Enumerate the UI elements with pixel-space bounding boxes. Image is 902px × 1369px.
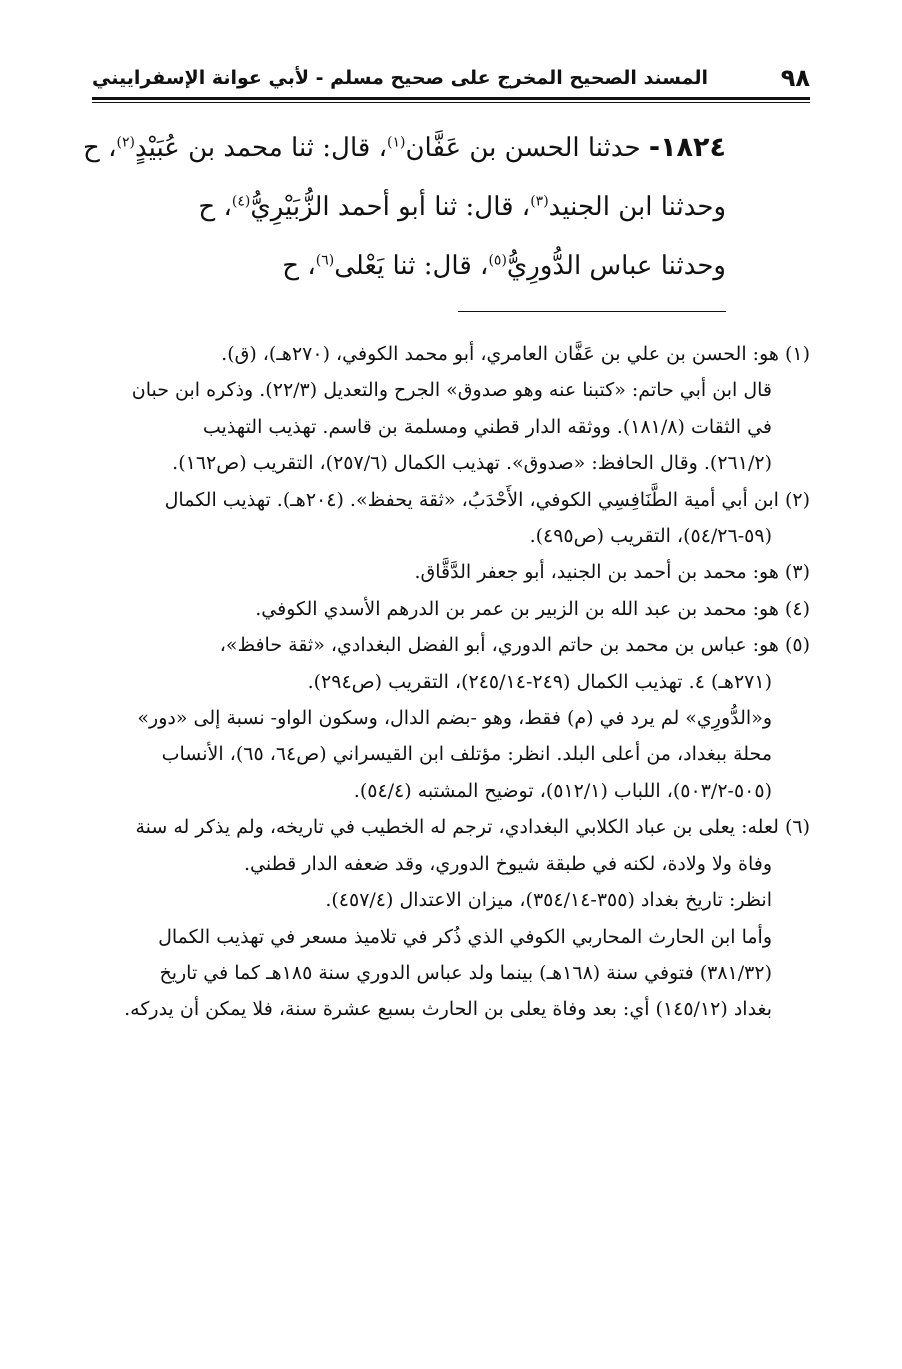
footnote-ref-1: (١): [386, 134, 406, 151]
footnote-separator: [458, 311, 726, 312]
footnote-line: (٣٨١/٣٢) فتوفي سنة (١٦٨هـ) بينما ولد عباس الدوري سنة ١٨٥هـ كما في تاريخ: [159, 961, 772, 984]
footnote-ref-4: (٤): [231, 193, 251, 210]
footnote-line: (٥٩-٥٤/٢٦)، التقريب (ص٤٩٥).: [529, 525, 772, 548]
footnote-line: (٢) ابن أبي أمية الطَّنَافِسِي الكوفي، الأَحْدَبُ، «ثقة يحفظ». (٢٠٤هـ). تهذيب الكمال: [164, 488, 810, 511]
footnote-line: بغداد (١٤٥/١٢) أي: بعد وفاة يعلى بن الحارث بسبع عشرة سنة، فلا يمكن أن يدركه.: [124, 998, 772, 1021]
footnote-line: وأما ابن الحارث المحاربي الكوفي الذي ذُكر في تلاميذ مسعر في تهذيب الكمال: [158, 925, 772, 948]
page-number: ٩٨: [780, 64, 810, 92]
footnote-ref-2: (٢): [116, 134, 135, 151]
main-line-2-end: ، ح: [198, 192, 232, 222]
footnote-line: (٢٦١/٢). وقال الحافظ: «صدوق». تهذيب الكمال (٢٥٧/٦)، التقريب (ص١٦٢).: [172, 452, 772, 475]
footnote-line: و«الدُّورِي» لم يرد في (م) فقط، وهو -بضم الدال، وسكون الواو- نسبة إلى «دور»: [137, 707, 772, 730]
main-line-2-text: وحدثنا ابن الجنيد: [548, 192, 726, 222]
footnote-line: (٥٠٥-٥٠٣/٢)، اللباب (٥١٢/١)، توضيح المشتبه (٥٤/٤).: [353, 779, 772, 802]
footnote-line: محلة ببغداد، من أعلى البلد. انظر: مؤتلف ابن القيسراني (ص٦٤، ٦٥)، الأنساب: [161, 743, 772, 766]
hadith-number: ١٨٢٤-: [648, 132, 726, 163]
footnote-line: (١) هو: الحسن بن علي بن عَفَّان العامري، أبو محمد الكوفي، (٢٧٠هـ)، (ق).: [221, 343, 810, 365]
main-line-1: [83, 118, 726, 178]
main-line-3-text: وحدثنا عباس الدُّورِيُّ: [506, 251, 726, 281]
header-rule-thin: [92, 102, 810, 103]
footnote-ref-3: (٣): [530, 193, 549, 210]
footnote-line: وفاة ولا ولادة، لكنه في طبقة شيوخ الدوري، وقد ضعفه الدار قطني.: [243, 852, 772, 875]
main-line-2: [100, 178, 726, 237]
footnote-line: قال ابن أبي حاتم: «كتبنا عنه وهو صدوق» الجرح والتعديل (٢٢/٣). وذكره ابن حبان: [131, 379, 772, 402]
footnote-line: (٦) لعله: يعلى بن عباد الكلابي البغدادي، ترجم له الخطيب في تاريخه، ولم يذكر له سنة: [135, 816, 810, 839]
main-line-1-end: ، ح: [83, 133, 117, 163]
main-line-1-mid: ، قال: ثنا محمد بن عُبَيْدٍ: [134, 133, 387, 163]
footnote-line: (٥) هو: عباس بن محمد بن حاتم الدوري، أبو الفضل البغدادي، «ثقة حافظ»،: [219, 634, 810, 657]
page-header: [92, 60, 810, 96]
footnote-line: في الثقات (١٨١/٨). ووثقه الدار قطني ومسلمة بن قاسم. تهذيب التهذيب: [202, 415, 772, 438]
main-line-3-end: ، ح: [282, 251, 316, 281]
main-line-2-mid: ، قال: ثنا أبو أحمد الزُّبَيْرِيُّ: [250, 192, 531, 222]
footnote-ref-6: (٦): [315, 252, 335, 269]
main-text: [83, 118, 726, 296]
running-title: المسند الصحيح المخرج على صحيح مسلم - لأبي عوانة الإسفراييني: [92, 67, 708, 89]
footnotes: [82, 336, 810, 1028]
main-line-1-text: حدثنا الحسن بن عَفَّان: [405, 133, 641, 163]
main-line-3: [100, 237, 726, 296]
footnote-ref-5: (٥): [488, 252, 507, 269]
main-line-3-mid: ، قال: ثنا يَعْلى: [334, 251, 489, 281]
footnote-line: انظر: تاريخ بغداد (٣٥٥-٣٥٤/١٤)، ميزان الاعتدال (٤٥٧/٤).: [325, 889, 772, 912]
footnote-line: (٣) هو: محمد بن أحمد بن الجنيد، أبو جعفر الدَّقَّاق.: [414, 561, 810, 584]
footnote-line: (٢٧١هـ) ٤. تهذيب الكمال (٢٤٩-٢٤٥/١٤)، التقريب (ص٢٩٤).: [307, 670, 772, 693]
header-rule: [92, 97, 810, 100]
footnote-line: (٤) هو: محمد بن عبد الله بن الزبير بن عمر بن الدرهم الأسدي الكوفي.: [255, 597, 810, 620]
